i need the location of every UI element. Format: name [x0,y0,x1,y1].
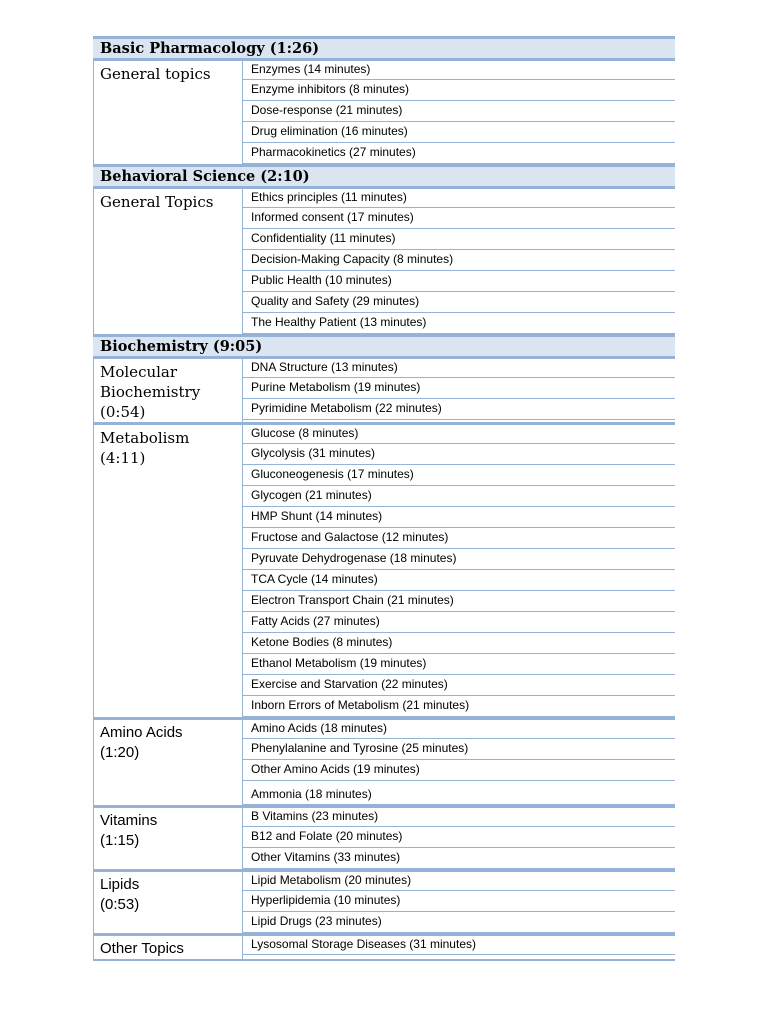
group-label-line: Molecular [100,363,178,381]
group-label [93,61,243,164]
group-label-line: (1:20) [100,744,140,761]
topic-item: B12 and Folate (20 minutes) [243,827,675,848]
group-label-line: (1:15) [100,832,140,849]
topic-item: Other Vitamins (33 minutes) [243,848,675,869]
group-label-line: (4:11) [100,449,146,467]
topic-item: Lipid Metabolism (20 minutes) [243,872,675,891]
topic-group [93,189,675,334]
group-label [93,189,243,334]
topic-item: Purine Metabolism (19 minutes) [243,378,675,399]
topic-item: Phenylalanine and Tyrosine (25 minutes) [243,739,675,760]
topic-item: Fatty Acids (27 minutes) [243,612,675,633]
group-label-line: Metabolism [100,429,190,447]
group-label [93,425,243,717]
topic-item: DNA Structure (13 minutes) [243,359,675,378]
group-label-line: Biochemistry [100,383,201,401]
section-header: Biochemistry (9:05) [93,334,675,359]
topic-item: Enzyme inhibitors (8 minutes) [243,80,675,101]
topic-item: Hyperlipidemia (10 minutes) [243,891,675,912]
group-label-line: Vitamins [100,812,158,829]
group-label-line: Other Topics [100,940,184,957]
topic-item: Confidentiality (11 minutes) [243,229,675,250]
topic-item: Glucose (8 minutes) [243,425,675,444]
topic-item: Pharmacokinetics (27 minutes) [243,143,675,164]
topic-item: TCA Cycle (14 minutes) [243,570,675,591]
item-list [243,936,675,959]
item-list [243,61,675,164]
topic-group [93,717,675,805]
topic-item: Glycogen (21 minutes) [243,486,675,507]
topic-item: Ketone Bodies (8 minutes) [243,633,675,654]
topic-item: Enzymes (14 minutes) [243,61,675,80]
group-label-line: (0:53) [100,896,140,913]
topic-group [93,359,675,422]
topic-item: Pyruvate Dehydrogenase (18 minutes) [243,549,675,570]
topic-item: Exercise and Starvation (22 minutes) [243,675,675,696]
group-label-line: General Topics [100,193,214,211]
topic-item: Decision-Making Capacity (8 minutes) [243,250,675,271]
topic-item: Inborn Errors of Metabolism (21 minutes) [243,696,675,717]
topic-group [93,933,675,959]
topic-group [93,805,675,869]
topic-group [93,61,675,164]
topic-item: Other Amino Acids (19 minutes) [243,760,675,781]
group-label [93,720,243,805]
topic-item: Gluconeogenesis (17 minutes) [243,465,675,486]
section-header: Behavioral Science (2:10) [93,164,675,189]
topic-item: Quality and Safety (29 minutes) [243,292,675,313]
topic-item: Ethics principles (11 minutes) [243,189,675,208]
group-label [93,872,243,933]
topic-item: Public Health (10 minutes) [243,271,675,292]
item-list [243,189,675,334]
item-list [243,720,675,805]
topic-item: B Vitamins (23 minutes) [243,808,675,827]
item-list [243,425,675,717]
topic-item: Glycolysis (31 minutes) [243,444,675,465]
item-list [243,872,675,933]
group-label-line: (0:54) [100,403,146,421]
topic-item: Informed consent (17 minutes) [243,208,675,229]
group-label-line: Lipids [100,876,140,893]
topic-item: Electron Transport Chain (21 minutes) [243,591,675,612]
topic-item: Ethanol Metabolism (19 minutes) [243,654,675,675]
topic-item: Dose-response (21 minutes) [243,101,675,122]
group-label [93,359,243,422]
topic-item: Amino Acids (18 minutes) [243,720,675,739]
table-bottom-rule [93,959,675,961]
group-label [93,936,243,959]
topic-item: The Healthy Patient (13 minutes) [243,313,675,334]
group-label [93,808,243,869]
topic-item: Lipid Drugs (23 minutes) [243,912,675,933]
topic-group [93,869,675,933]
topic-item: HMP Shunt (14 minutes) [243,507,675,528]
group-label-line: Amino Acids [100,724,183,741]
item-list [243,359,675,422]
topic-item: Drug elimination (16 minutes) [243,122,675,143]
topic-item: Ammonia (18 minutes) [243,781,675,805]
curriculum-table [93,36,675,961]
topic-item: Pyrimidine Metabolism (22 minutes) [243,399,675,420]
topic-group [93,422,675,717]
item-list [243,808,675,869]
topic-item: Fructose and Galactose (12 minutes) [243,528,675,549]
section-header: Basic Pharmacology (1:26) [93,36,675,61]
topic-item: Lysosomal Storage Diseases (31 minutes) [243,936,675,955]
group-label-line: General topics [100,65,211,83]
